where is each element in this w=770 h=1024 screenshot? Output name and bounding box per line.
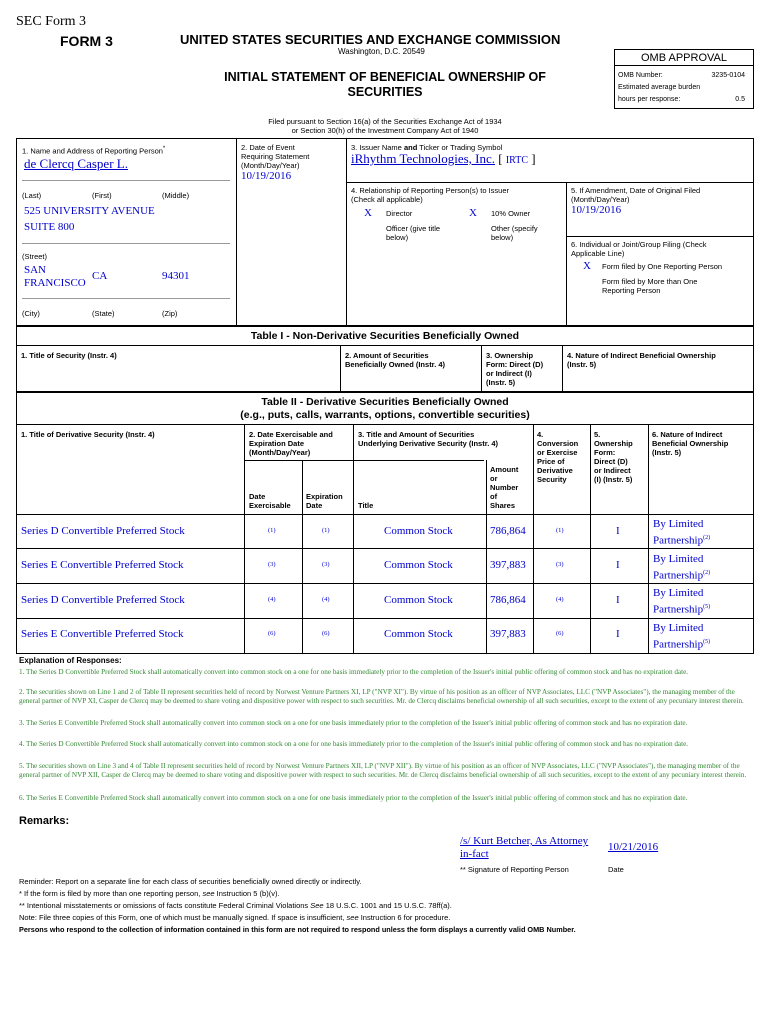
row4-expiration: (6) [322,630,330,637]
table2-col6-header: 6. Nature of Indirect Beneficial Ownership (Instr. 5) [652,430,729,457]
city-label: (City) [22,309,40,318]
state-label: (State) [92,309,115,318]
row2-amount: 397,883 [490,559,526,571]
agency-location: Washington, D.C. 20549 [338,47,425,56]
filed-pursuant-line2: or Section 30(h) of the Investment Company Act of 1940 [291,126,479,135]
middle-label: (Middle) [162,191,190,200]
explanation-item-5: 5. The securities shown on Line 3 and 4 of Table II represent securities held of record by Norwest Venture Partners XII, LP ("NVP XII"). By virtue of his position as an officer of NVP Associates, LLC ("NVP Associates"), the managing member of the general partner of NVP XII, Casper de Clercq may be deemed to share voting and dispositive power with respect to such securities. Mr. de Clercq disclaims beneficial ownership of all such securities, except to the extent of any pecuniary interest therein. [19,762,747,779]
table2-amount-header: Amount or Number of Shares [490,465,519,510]
row1-title: Series D Convertible Preferred Stock [21,525,185,537]
row4-title: Series E Convertible Preferred Stock [21,628,184,640]
row3-form: I [616,594,620,606]
explanation-item-6: 6. The Series E Convertible Preferred Stock shall automatically convert into common stock on a one for one basis immediately prior to the completion of the Issuer's initial public offering of common stock and has no expiration date. [19,794,688,802]
footer-note1: * If the form is filed by more than one reporting person, see Instruction 5 (b)(v). [19,889,280,898]
explanation-item-2: 2. The securities shown on Line 1 and 2 of Table II represent securities held of record by Norwest Venture Partners XI, LP ("NVP XI"). By virtue of his position as an officer of NVP Associates, LLC ("NVP Associates"), the managing member of the general partner of NVP XI, Casper de Clercq may be deemed to share voting and dispositive power with respect to such securities. Mr. de Clercq disclaims beneficial ownership of all such securities, except to the extent of any pecuniary interest therein. [19,688,744,705]
issuer-name-link[interactable]: iRhythm Technologies, Inc. [351,151,495,166]
row3-title: Series D Convertible Preferred Stock [21,594,185,606]
one-reporting-person-label: Form filed by One Reporting Person [602,262,723,271]
omb-hours-value: 0.5 [735,96,745,103]
street-line2: SUITE 800 [24,221,75,233]
row2-nature: By Limited Partnership$^{(2)}$ [653,553,711,582]
table1-col1-header: 1. Title of Security (Instr. 4) [21,351,117,360]
remarks-title: Remarks: [19,815,70,827]
omb-hours-label: hours per response: [618,96,681,103]
director-label: Director [386,209,413,218]
director-checkmark: X [364,207,372,219]
city-line1: SAN [24,264,47,276]
footer-note2: ** Intentional misstatements or omissions of facts constitute Federal Criminal Violations See 18 U.S.C. 1001 and 15 U.S.C. 78ff(a). [19,901,452,910]
box3-label: 3. Issuer Name and Ticker or Trading Symbol [351,143,503,152]
agency-name: UNITED STATES SECURITIES AND EXCHANGE COMMISSION [180,32,561,47]
omb-burden-label: Estimated average burden [618,84,701,91]
more-reporting-persons-label: Form filed by More than One Reporting Person [602,277,698,295]
issuer-line [351,151,536,167]
omb-number-label: OMB Number: [618,72,663,79]
explanation-title: Explanation of Responses: [19,656,122,665]
table1-col3-header: 3. Ownership Form: Direct (D) or Indirect (I) (Instr. 5) [486,351,544,387]
row2-form: I [616,559,620,571]
row3-price: (4) [556,596,564,603]
ten-percent-owner-checkmark: X [469,207,477,219]
box6-label: 6. Individual or Joint/Group Filing (Check Applicable Line) [571,240,707,258]
row1-price: (1) [556,527,564,534]
sec-form-label: SEC Form 3 [16,14,87,29]
amendment-date: 10/19/2016 [571,204,622,216]
street-label: (Street) [22,252,48,261]
state-value: CA [92,270,108,282]
footer-note3: Note: File three copies of this Form, one of which must be manually signed. If space is insufficient, see Instruction 6 for procedure. [19,913,451,922]
row2-expiration: (3) [322,561,330,568]
row2-price: (3) [556,561,564,568]
box1-label: 1. Name and Address of Reporting Person* [22,146,166,156]
row4-underlying: Common Stock [384,628,453,640]
bracket-close: ] [531,151,536,166]
row4-amount: 397,883 [490,628,526,640]
omb-number-value: 3235-0104 [711,72,745,79]
row4-nature: By Limited Partnership$^{(5)}$ [653,622,711,651]
ticker-symbol: IRTC [505,155,529,166]
statement-title-line2: SECURITIES [347,85,423,99]
one-reporting-person-checkmark: X [583,260,591,272]
table2-title-header: Title [358,501,374,510]
zip-value: 94301 [162,270,190,282]
row3-underlying: Common Stock [384,594,453,606]
city-line2: FRANCISCO [24,277,86,289]
table2-col5-header: 5. Ownership Form: Direct (D) or Indirect (I) (Instr. 5) [594,430,633,484]
footer-reminder: Reminder: Report on a separate line for each class of securities beneficially owned directly or indirectly. [19,877,362,886]
reporting-person-name-link[interactable]: de Clercq Casper L. [24,156,128,171]
box2-label: 2. Date of Event Requiring Statement (Month/Day/Year) [241,143,310,170]
table2-col2-header: 2. Date Exercisable and Expiration Date (Month/Day/Year) [249,430,333,457]
table2-col4-header: 4. Conversion or Exercise Price of Derivative Security [537,430,579,484]
event-date: 10/19/2016 [241,170,292,182]
table1-title: Table I - Non-Derivative Securities Beneficially Owned [250,330,520,342]
row3-amount: 786,864 [490,594,526,606]
last-label: (Last) [22,191,42,200]
row2-exercisable: (3) [268,561,276,568]
ten-percent-owner-label: 10% Owner [491,209,531,218]
row4-price: (6) [556,630,564,637]
table2-col3-header: 3. Title and Amount of Securities Underlying Derivative Security (Instr. 4) [358,430,499,448]
statement-title [180,70,590,100]
row1-nature: By Limited Partnership$^{(2)}$ [653,518,711,547]
row1-form: I [616,525,620,537]
table2-date-exercisable-header: Date Exercisable [249,492,291,510]
row2-title: Series E Convertible Preferred Stock [21,559,184,571]
footer-note4: Persons who respond to the collection of information contained in this form are not required to respond unless the form displays a currently valid OMB Number. [19,925,576,934]
table1-col4-header: 4. Nature of Indirect Beneficial Ownership (Instr. 5) [567,351,716,369]
row3-exercisable: (4) [268,596,276,603]
filed-pursuant [180,117,590,135]
signature-name: /s/ Kurt Betcher, As Attorney in-fact [460,835,589,860]
explanation-item-3: 3. The Series E Convertible Preferred Stock shall automatically convert into common stock on a one for one basis immediately prior to the completion of the Issuer's initial public offering of common stock and has no expiration date. [19,719,688,727]
row1-expiration: (1) [322,527,330,534]
row3-expiration: (4) [322,596,330,603]
signature-label: ** Signature of Reporting Person [460,865,569,874]
row3-nature: By Limited Partnership$^{(5)}$ [653,587,711,616]
explanation-item-4: 4. The Series D Convertible Preferred Stock shall automatically convert into common stock on a one for one basis immediately prior to the completion of the Issuer's initial public offering of common stock and has no expiration date. [19,740,689,748]
explanation-item-1: 1. The Series D Convertible Preferred Stock shall automatically convert into common stock on a one for one basis immediately prior to the completion of the Issuer's initial public offering of common stock and has no expiration date. [19,668,689,676]
row2-underlying: Common Stock [384,559,453,571]
omb-approval-title: OMB APPROVAL [615,50,753,66]
row1-exercisable: (1) [268,527,276,534]
bracket-open: [ [498,151,503,166]
signature-date: 10/21/2016 [608,841,659,853]
form-title: FORM 3 [60,33,113,49]
box4-label: 4. Relationship of Reporting Person(s) to Issuer (Check all applicable) [351,186,509,204]
row1-amount: 786,864 [490,525,526,537]
officer-label: Officer (give title below) [386,224,441,242]
date-label: Date [608,865,624,874]
row1-underlying: Common Stock [384,525,453,537]
row4-exercisable: (6) [268,630,276,637]
city-value [24,264,86,290]
table2-title: Table II - Derivative Securities Beneficially Owned (e.g., puts, calls, warrants, options, convertible securities) [240,396,530,421]
omb-approval-box [614,49,754,109]
table2-expiration-header: Expiration Date [306,492,343,510]
zip-label: (Zip) [162,309,178,318]
row4-form: I [616,628,620,640]
street-line1: 525 UNIVERSITY AVENUE [24,205,155,217]
box5-label: 5. If Amendment, Date of Original Filed (Month/Day/Year) [571,186,701,204]
table1-col2-header: 2. Amount of Securities Beneficially Owned (Instr. 4) [345,351,446,369]
table2-col1-header: 1. Title of Derivative Security (Instr. 4) [21,430,155,439]
other-label: Other (specify below) [491,224,538,242]
first-label: (First) [92,191,112,200]
statement-title-line1: INITIAL STATEMENT OF BENEFICIAL OWNERSHIP OF [224,70,546,84]
filed-pursuant-line1: Filed pursuant to Section 16(a) of the Securities Exchange Act of 1934 [268,117,502,126]
